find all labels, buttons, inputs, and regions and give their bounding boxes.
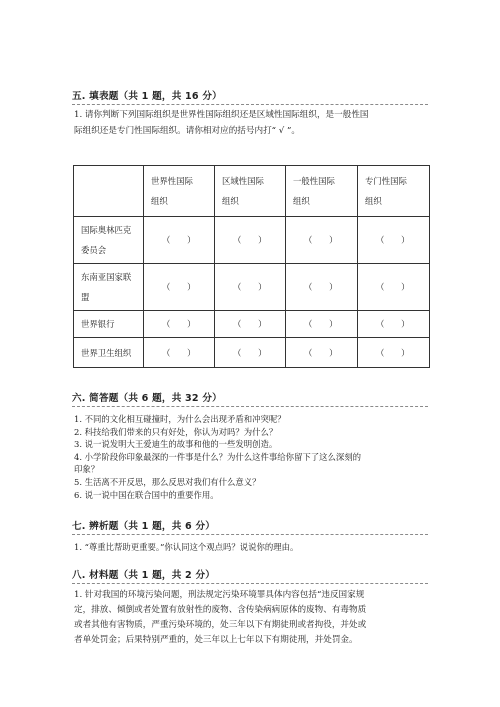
table-row	[74, 338, 430, 368]
org-name-cell: 东南亚国家联盟	[74, 264, 144, 311]
answer-bracket[interactable]: （ ）	[358, 311, 430, 338]
section-6-questions	[74, 413, 430, 501]
question-line: 际组织还是专门性国际组织。请你相对应的括号内打“ √ ”。	[74, 125, 300, 136]
list-item: 1. 不同的文化相互碰撞时，为什么会出现矛盾和冲突呢？	[74, 414, 286, 424]
organization-table	[73, 165, 430, 368]
list-item: 2. 科技给我们带来的只有好处，你认为对吗？为什么？	[74, 426, 278, 437]
answer-bracket[interactable]: （ ）	[144, 338, 215, 368]
list-item: 3. 说一说发明大王爱迪生的故事和他的一些发明创造。	[74, 439, 278, 450]
org-name-cell: 世界银行	[74, 311, 144, 338]
answer-bracket[interactable]: （ ）	[215, 264, 286, 311]
answer-bracket[interactable]: （ ）	[286, 311, 358, 338]
answer-bracket[interactable]: （ ）	[215, 217, 286, 264]
section-5-divider	[72, 104, 428, 105]
question-line: 1. 请你判断下列国际组织是世界性国际组织还是区域性国际组织，是一般性国	[74, 110, 369, 120]
section-5-question	[74, 108, 430, 139]
material-line: 定，排放、倾倒或者处置有放射性的废物、含传染病病原体的废物、有毒物质	[74, 605, 367, 615]
section-6-heading: 六. 简答题（共 6 题，共 32 分）	[72, 393, 222, 404]
material-line: 者单处罚金；后果特别严重的，处三年以上七年以下有期徒刑，并处罚金。	[74, 635, 358, 645]
answer-bracket[interactable]: （ ）	[144, 217, 215, 264]
section-6-divider	[72, 406, 428, 407]
answer-bracket[interactable]: （ ）	[358, 338, 430, 368]
org-name-cell: 世界卫生组织	[74, 338, 144, 368]
answer-bracket[interactable]: （ ）	[358, 217, 430, 264]
header-world-org: 世界性国际组织	[144, 166, 215, 217]
section-8-material	[74, 588, 430, 648]
header-regional-org: 区域性国际组织	[215, 166, 286, 217]
list-item: 1. “尊重比帮助更重要。”你认同这个观点吗？说说你的理由。	[74, 542, 299, 552]
header-special-org: 专门性国际组织	[358, 166, 430, 217]
table-row	[74, 311, 430, 338]
org-name-cell: 国际奥林匹克委员会	[74, 217, 144, 264]
material-line: 1. 针对我国的环境污染问题，刑法规定污染环境罪具体内容包括“违反国家规	[74, 590, 365, 600]
answer-bracket[interactable]: （ ）	[215, 311, 286, 338]
answer-bracket[interactable]: （ ）	[286, 264, 358, 311]
answer-bracket[interactable]: （ ）	[286, 217, 358, 264]
answer-bracket[interactable]: （ ）	[286, 338, 358, 368]
section-7-divider	[72, 534, 428, 535]
answer-bracket[interactable]: （ ）	[358, 264, 430, 311]
table-row	[74, 217, 430, 264]
table-header-row	[74, 166, 430, 217]
section-8-divider	[72, 583, 428, 584]
section-5-heading: 五. 填表题（共 1 题，共 16 分）	[72, 91, 222, 102]
section-7-heading: 七. 辨析题（共 1 题，共 6 分）	[72, 521, 216, 532]
list-item: 印象？	[74, 464, 100, 475]
section-8-heading: 八. 材料题（共 1 题，共 2 分）	[72, 570, 216, 581]
table-row	[74, 264, 430, 311]
answer-bracket[interactable]: （ ）	[215, 338, 286, 368]
answer-bracket[interactable]: （ ）	[144, 264, 215, 311]
list-item: 6. 说一说中国在联合国中的重要作用。	[74, 489, 219, 500]
material-line: 或者其他有害物质，严重污染环境的，处三年以下有期徒刑或者拘役，并处或	[74, 620, 367, 630]
list-item: 5. 生活离不开反思，那么反思对我们有什么意义？	[74, 476, 261, 487]
answer-bracket[interactable]: （ ）	[144, 311, 215, 338]
table-corner-cell	[74, 166, 144, 217]
section-7-question	[74, 541, 430, 554]
list-item: 4. 小学阶段你印象最深的一件事是什么？为什么这件事给你留下了这么深刻的	[74, 451, 362, 462]
header-general-org: 一般性国际组织	[286, 166, 358, 217]
